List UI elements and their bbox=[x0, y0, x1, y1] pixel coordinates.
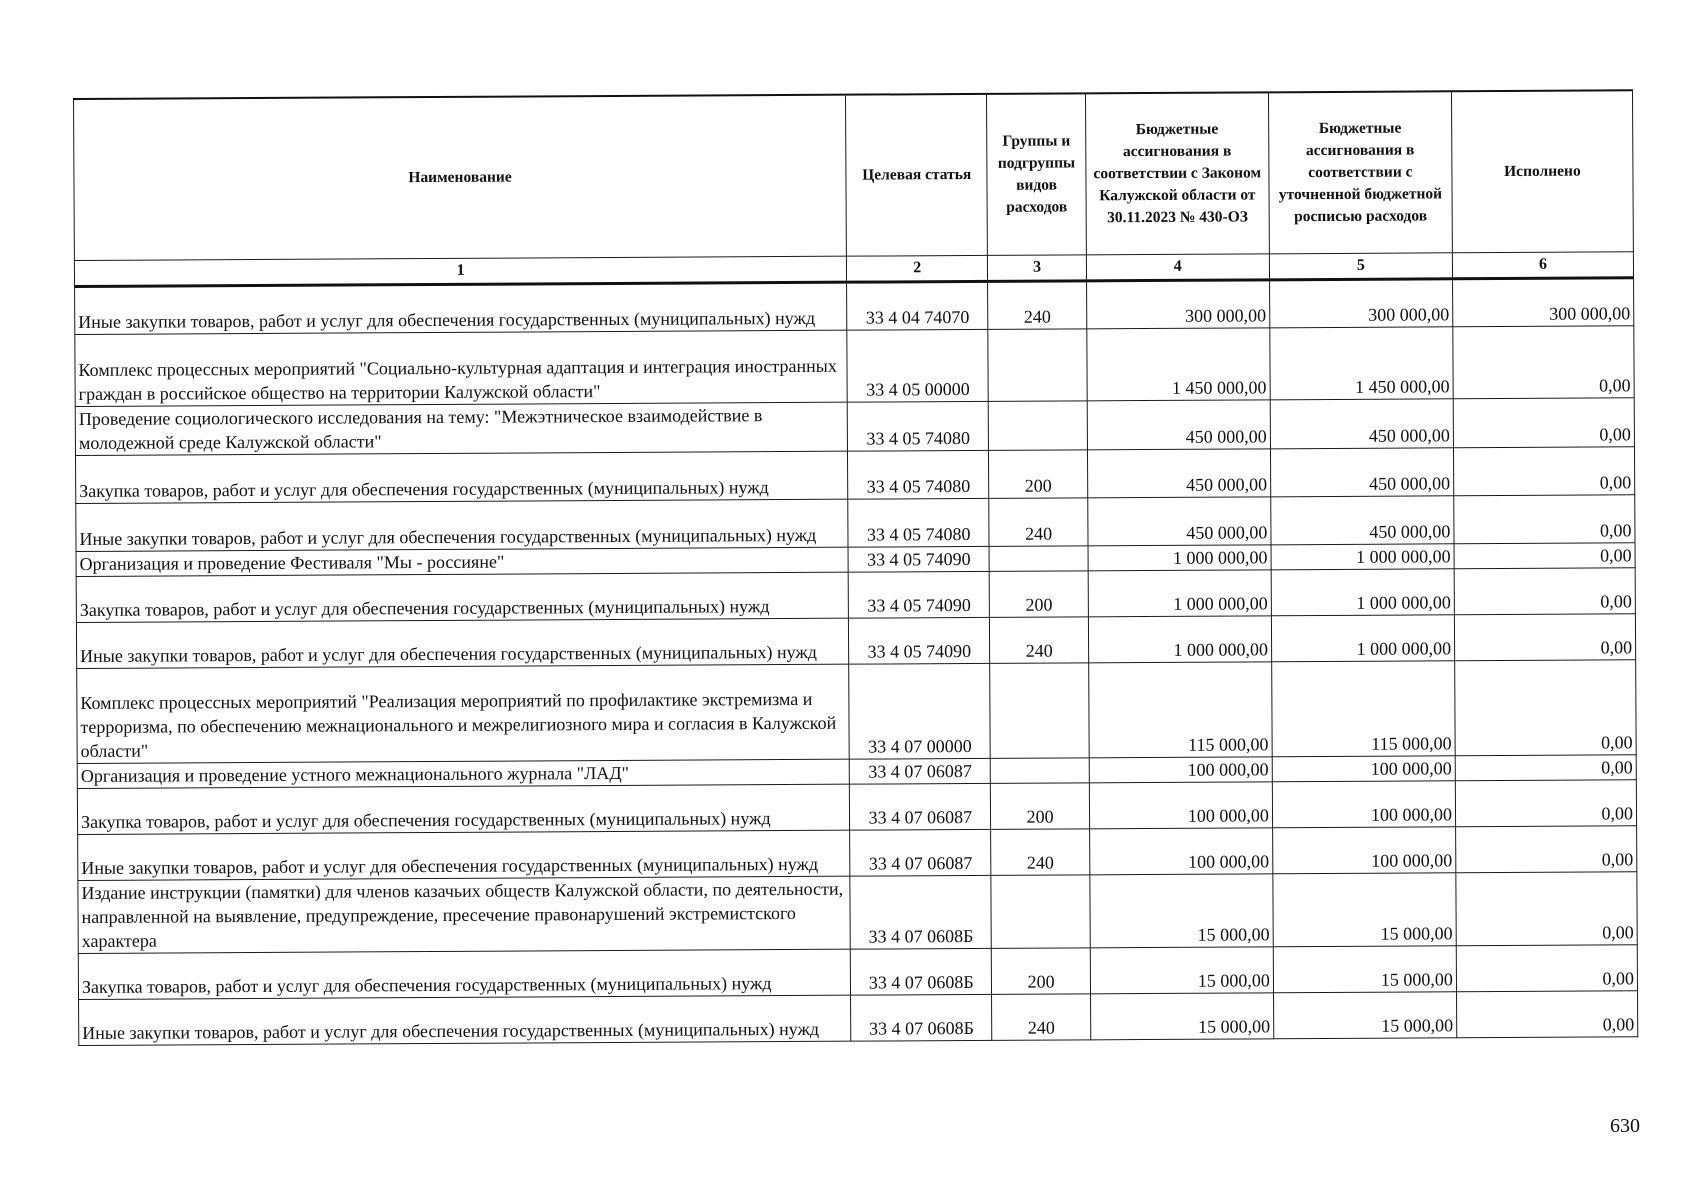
column-number: 5 bbox=[1269, 253, 1452, 280]
table-row bbox=[79, 991, 1638, 1046]
law-allocation-cell: 100 000,00 bbox=[1089, 828, 1272, 875]
page-number: 630 bbox=[1610, 1115, 1640, 1137]
law-allocation-cell: 450 000,00 bbox=[1088, 497, 1271, 546]
target-article-cell: 33 4 04 74070 bbox=[847, 281, 989, 330]
row-name-cell: Иные закупки товаров, работ и услуг для обеспечения государственных (муниципальных) нужд bbox=[79, 995, 851, 1045]
expense-group-cell bbox=[991, 758, 1089, 784]
row-name-cell: Закупка товаров, работ и услуг для обеспечения государственных (муниципальных) нужд bbox=[77, 784, 849, 834]
row-name-cell: Иные закупки товаров, работ и услуг для обеспечения государственных (муниципальных) нужд bbox=[76, 499, 848, 551]
table-row bbox=[78, 872, 1637, 954]
target-article-cell: 33 4 05 74090 bbox=[848, 546, 989, 572]
table-row bbox=[75, 447, 1634, 504]
expense-group-cell: 200 bbox=[990, 571, 1089, 618]
expense-group-cell: 240 bbox=[991, 829, 1090, 876]
refined-allocation-cell: 100 000,00 bbox=[1272, 756, 1455, 782]
refined-allocation-cell: 15 000,00 bbox=[1273, 946, 1456, 993]
target-article-cell: 33 4 05 74080 bbox=[848, 498, 990, 547]
target-article-cell: 33 4 07 0608Б bbox=[851, 994, 993, 1041]
table-row bbox=[76, 495, 1635, 552]
table-row bbox=[75, 398, 1634, 456]
expense-group-cell bbox=[989, 401, 1088, 451]
executed-cell: 0,00 bbox=[1456, 945, 1637, 992]
law-allocation-cell: 1 000 000,00 bbox=[1088, 570, 1271, 617]
executed-cell: 0,00 bbox=[1453, 326, 1634, 399]
table-row bbox=[77, 780, 1636, 835]
column-number: 1 bbox=[74, 256, 846, 286]
table-row bbox=[75, 326, 1634, 407]
expense-group-cell: 240 bbox=[988, 281, 1087, 330]
expense-group-cell: 240 bbox=[992, 994, 1091, 1041]
refined-allocation-cell: 15 000,00 bbox=[1273, 873, 1456, 947]
row-name-cell: Организация и проведение Фестиваля "Мы - россияне" bbox=[76, 547, 848, 576]
table-row bbox=[76, 568, 1635, 623]
refined-allocation-cell: 300 000,00 bbox=[1269, 279, 1452, 328]
target-article-cell: 33 4 05 74090 bbox=[848, 571, 990, 618]
budget-table-wrapper bbox=[73, 89, 1638, 1046]
column-number: 2 bbox=[847, 255, 988, 282]
law-allocation-cell: 15 000,00 bbox=[1090, 947, 1273, 994]
refined-allocation-cell: 450 000,00 bbox=[1270, 448, 1453, 497]
executed-cell: 0,00 bbox=[1453, 447, 1634, 496]
executed-cell: 0,00 bbox=[1456, 991, 1637, 1038]
law-allocation-cell: 450 000,00 bbox=[1087, 449, 1270, 498]
executed-cell: 0,00 bbox=[1453, 398, 1634, 448]
target-article-cell: 33 4 05 74080 bbox=[847, 401, 989, 451]
row-name-cell: Комплекс процессных мероприятий "Реализация мероприятий по профилактике экстремизма и терроризма, по обеспечению межнационального и межрелигиозного мира и согласия в Калужской области" bbox=[77, 664, 850, 763]
table-row bbox=[78, 826, 1637, 881]
header-refined-allocations: Бюджетные ассигнования в соответствии с уточненной бюджетной росписью расходов bbox=[1268, 91, 1452, 254]
executed-cell: 0,00 bbox=[1456, 872, 1637, 946]
row-name-cell: Иные закупки товаров, работ и услуг для обеспечения государственных (муниципальных) нужд bbox=[75, 282, 847, 334]
law-allocation-cell: 1 450 000,00 bbox=[1087, 328, 1270, 401]
target-article-cell: 33 4 07 0608Б bbox=[850, 948, 992, 995]
target-article-cell: 33 4 07 06087 bbox=[849, 758, 990, 784]
refined-allocation-cell: 1 450 000,00 bbox=[1270, 327, 1453, 400]
executed-cell: 0,00 bbox=[1454, 568, 1635, 615]
executed-cell: 0,00 bbox=[1456, 826, 1637, 873]
table-row bbox=[76, 614, 1635, 669]
column-number: 6 bbox=[1452, 252, 1633, 279]
law-allocation-cell: 15 000,00 bbox=[1090, 874, 1273, 948]
target-article-cell: 33 4 07 06087 bbox=[850, 783, 992, 830]
law-allocation-cell: 100 000,00 bbox=[1089, 757, 1272, 783]
executed-cell: 0,00 bbox=[1454, 543, 1635, 569]
expense-group-cell: 240 bbox=[990, 617, 1089, 664]
column-number: 3 bbox=[988, 255, 1086, 282]
law-allocation-cell: 115 000,00 bbox=[1088, 662, 1272, 758]
row-name-cell: Издание инструкции (памятки) для членов казачьих обществ Калужской области, по деятельности, направленной на выявление, предупреждение, пресечение правонарушений экстремистского характера bbox=[78, 876, 851, 953]
law-allocation-cell: 1 000 000,00 bbox=[1088, 616, 1271, 663]
refined-allocation-cell: 450 000,00 bbox=[1271, 496, 1454, 545]
refined-allocation-cell: 115 000,00 bbox=[1272, 661, 1456, 757]
executed-cell: 0,00 bbox=[1455, 755, 1636, 781]
target-article-cell: 33 4 07 06087 bbox=[850, 829, 992, 876]
row-name-cell: Иные закупки товаров, работ и услуг для обеспечения государственных (муниципальных) нужд bbox=[76, 618, 848, 668]
table-header-row bbox=[74, 90, 1634, 260]
row-name-cell: Организация и проведение устного межнационального журнала "ЛАД" bbox=[77, 759, 849, 788]
executed-cell: 300 000,00 bbox=[1452, 278, 1633, 327]
executed-cell: 0,00 bbox=[1454, 614, 1635, 661]
refined-allocation-cell: 100 000,00 bbox=[1272, 827, 1455, 874]
table-body bbox=[75, 278, 1638, 1046]
law-allocation-cell: 450 000,00 bbox=[1087, 400, 1270, 450]
refined-allocation-cell: 1 000 000,00 bbox=[1271, 615, 1454, 662]
table-row bbox=[78, 945, 1637, 1000]
executed-cell: 0,00 bbox=[1455, 780, 1636, 827]
column-number: 4 bbox=[1086, 254, 1269, 281]
header-executed: Исполнено bbox=[1451, 90, 1633, 253]
target-article-cell: 33 4 07 0608Б bbox=[850, 875, 992, 949]
law-allocation-cell: 300 000,00 bbox=[1086, 280, 1269, 329]
row-name-cell: Иные закупки товаров, работ и услуг для обеспечения государственных (муниципальных) нужд bbox=[78, 830, 850, 880]
expense-group-cell bbox=[990, 663, 1089, 759]
row-name-cell: Комплекс процессных мероприятий "Социально-культурная адаптация и интеграция иностранных граждан в российское общество на территории Калужской области" bbox=[75, 330, 848, 406]
refined-allocation-cell: 1 000 000,00 bbox=[1271, 569, 1454, 616]
refined-allocation-cell: 1 000 000,00 bbox=[1271, 544, 1454, 570]
header-expense-groups: Группы и подгруппы видов расходов bbox=[987, 93, 1086, 255]
header-target-article: Целевая статья bbox=[846, 94, 988, 256]
expense-group-cell: 240 bbox=[989, 498, 1088, 547]
target-article-cell: 33 4 05 74080 bbox=[848, 450, 990, 499]
executed-cell: 0,00 bbox=[1455, 660, 1637, 756]
target-article-cell: 33 4 05 00000 bbox=[847, 329, 989, 402]
table-row bbox=[77, 660, 1637, 764]
law-allocation-cell: 15 000,00 bbox=[1090, 993, 1273, 1040]
target-article-cell: 33 4 05 74090 bbox=[849, 617, 991, 664]
expense-group-cell bbox=[991, 875, 1090, 949]
refined-allocation-cell: 450 000,00 bbox=[1270, 399, 1453, 449]
refined-allocation-cell: 15 000,00 bbox=[1273, 992, 1456, 1039]
refined-allocation-cell: 100 000,00 bbox=[1272, 781, 1455, 828]
row-name-cell: Закупка товаров, работ и услуг для обеспечения государственных (муниципальных) нужд bbox=[78, 949, 850, 999]
budget-table bbox=[73, 89, 1638, 1046]
expense-group-cell: 200 bbox=[989, 450, 1088, 499]
law-allocation-cell: 100 000,00 bbox=[1089, 782, 1272, 829]
row-name-cell: Закупка товаров, работ и услуг для обеспечения государственных (муниципальных) нужд bbox=[75, 451, 847, 503]
header-law-allocations: Бюджетные ассигнования в соответствии с Законом Калужской области от 30.11.2023 № 430-ОЗ bbox=[1085, 92, 1269, 255]
row-name-cell: Закупка товаров, работ и услуг для обеспечения государственных (муниципальных) нужд bbox=[76, 572, 848, 622]
target-article-cell: 33 4 07 00000 bbox=[849, 663, 991, 759]
table-row bbox=[75, 278, 1634, 335]
expense-group-cell bbox=[988, 329, 1087, 402]
header-name: Наименование bbox=[74, 95, 847, 261]
expense-group-cell bbox=[989, 546, 1087, 572]
row-name-cell: Проведение социологического исследования на тему: "Межэтническое взаимодействие в молодежной среде Калужской области" bbox=[75, 402, 847, 455]
executed-cell: 0,00 bbox=[1454, 495, 1635, 544]
expense-group-cell: 200 bbox=[991, 783, 1090, 830]
expense-group-cell: 200 bbox=[992, 948, 1091, 995]
law-allocation-cell: 1 000 000,00 bbox=[1088, 545, 1271, 571]
